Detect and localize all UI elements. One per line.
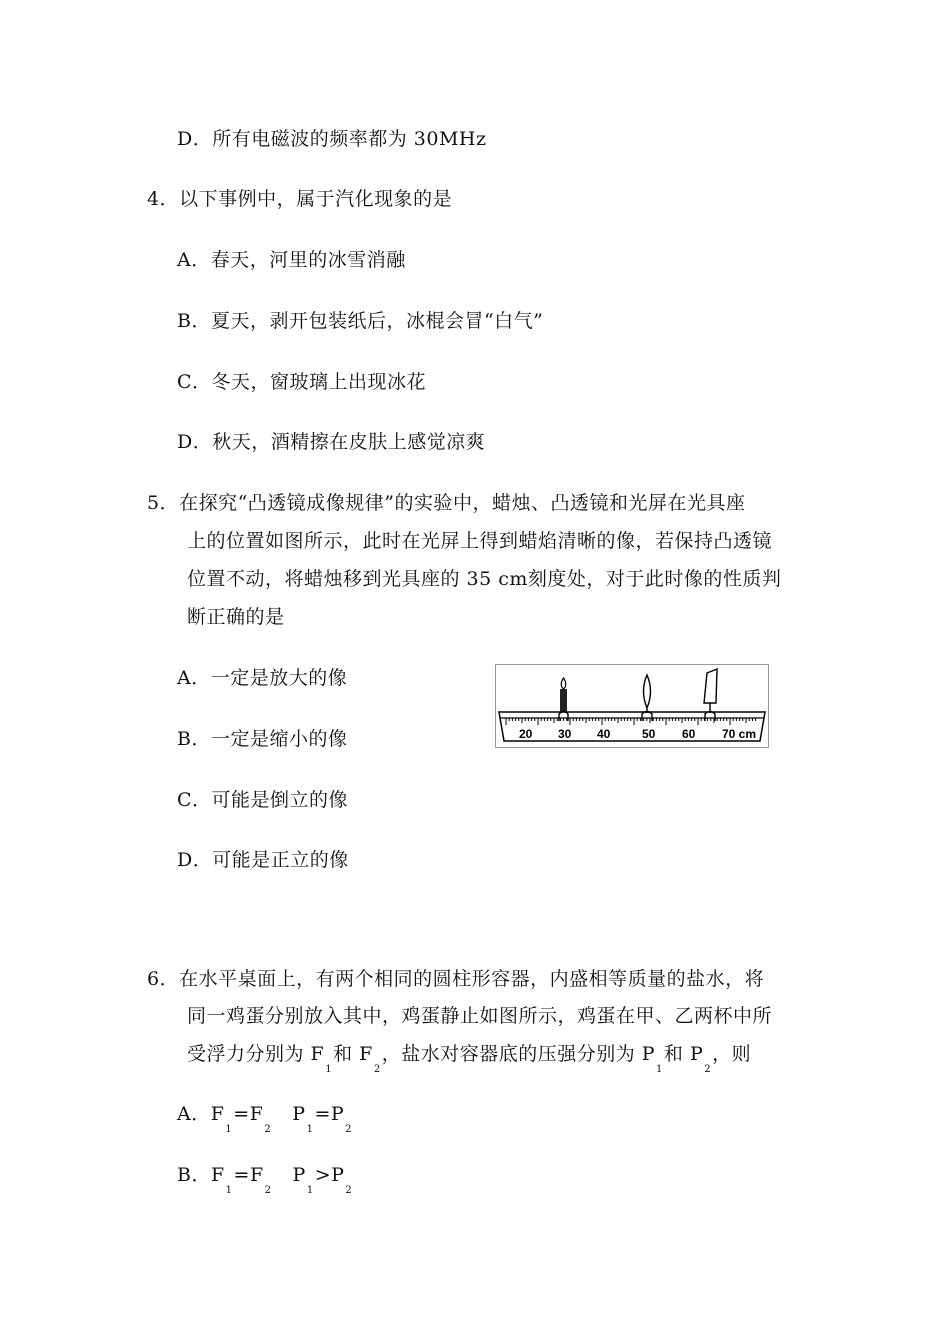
- optical-bench-figure: [495, 664, 769, 748]
- q5-option-d: D．可能是正立的像: [177, 849, 349, 871]
- screen-panel: [704, 669, 717, 703]
- q6-option-b-sub1: 1: [225, 1185, 233, 1196]
- q6-option-b-sub3: 1: [306, 1185, 314, 1196]
- q6-option-b-f2: =F: [233, 1164, 264, 1186]
- q6-option-a-sub3: 1: [306, 1124, 314, 1135]
- q5-stem-line-2: 上的位置如图所示，此时在光屏上得到蜡焰清晰的像，若保持凸透镜: [187, 530, 773, 552]
- scale-label-50: 50: [642, 727, 656, 741]
- q4-option-c: C．冬天，窗玻璃上出现冰花: [177, 371, 427, 393]
- q5-stem-line-3: 位置不动，将蜡烛移到光具座的 35 cm刻度处，对于此时像的性质判: [187, 568, 782, 590]
- scale-label-40: 40: [597, 727, 611, 741]
- q6-text-2: 和 F: [333, 1043, 373, 1065]
- q3-option-d: D．所有电磁波的频率都为 30MHz: [177, 128, 487, 150]
- q5-option-c: C．可能是倒立的像: [177, 789, 349, 811]
- q6-stem-line-3: [187, 1039, 752, 1075]
- q5-option-a: A．一定是放大的像: [177, 667, 348, 689]
- scale-label-20: 20: [519, 727, 533, 741]
- q4-option-d: D．秋天，酒精擦在皮肤上感觉凉爽: [177, 431, 486, 453]
- q6-option-b: [177, 1160, 353, 1196]
- q6-option-a-sub2: 2: [264, 1124, 272, 1135]
- q6-option-a-f2: =F: [233, 1103, 264, 1125]
- q6-text-4: 和 P: [663, 1043, 704, 1065]
- q4-option-b: B．夏天，剥开包装纸后，冰棍会冒“白气”: [177, 310, 544, 332]
- q6-option-a-f1: F: [210, 1103, 225, 1125]
- q6-text-1: 受浮力分别为 F: [187, 1043, 325, 1065]
- q6-option-b-p2: >P: [314, 1164, 345, 1186]
- scale-label-70cm: 70 cm: [722, 727, 757, 741]
- q4-option-a: A．春天，河里的冰雪消融: [177, 249, 406, 271]
- q6-sub-p1: 1: [656, 1064, 663, 1075]
- q6-option-b-sub2: 2: [264, 1185, 272, 1196]
- q6-stem-line-1: 6．在水平桌面上，有两个相同的圆柱形容器，内盛相等质量的盐水，将: [147, 968, 765, 990]
- scale-label-60: 60: [682, 727, 696, 741]
- q6-option-a-p2: =P: [314, 1103, 345, 1125]
- scale-label-30: 30: [558, 727, 572, 741]
- candle-flame-icon: [561, 678, 566, 689]
- q6-option-b-label: B．: [177, 1164, 211, 1186]
- optical-bench-diagram: [496, 665, 768, 747]
- q5-stem-line-4: 断正确的是: [187, 606, 285, 628]
- q6-option-a-sub4: 2: [345, 1124, 353, 1135]
- q6-option-a-p1: P: [292, 1103, 306, 1125]
- q6-option-a-label: A．: [177, 1103, 211, 1125]
- q6-option-b-f1: F: [210, 1164, 225, 1186]
- q6-text-3: ，盐水对容器底的压强分别为 P: [381, 1043, 656, 1065]
- q6-text-5: ，则: [712, 1043, 752, 1065]
- q6-sub-f1: 1: [325, 1064, 333, 1075]
- q6-option-a-sub1: 1: [225, 1124, 233, 1135]
- candle-body: [560, 689, 567, 712]
- q6-option-b-sub4: 2: [345, 1185, 353, 1196]
- q6-sub-f2: 2: [373, 1064, 381, 1075]
- q6-stem-line-2: 同一鸡蛋分别放入其中，鸡蛋静止如图所示，鸡蛋在甲、乙两杯中所: [187, 1005, 773, 1027]
- q5-stem-line-1: 5．在探究“凸透镜成像规律”的实验中，蜡烛、凸透镜和光屏在光具座: [147, 492, 746, 514]
- q4-stem: 4．以下事例中，属于汽化现象的是: [147, 188, 453, 210]
- q6-option-a: [177, 1099, 353, 1135]
- lens-shape: [644, 675, 651, 708]
- q6-option-b-p1: P: [292, 1164, 306, 1186]
- q6-sub-p2: 2: [704, 1064, 712, 1075]
- q5-option-b: B．一定是缩小的像: [177, 728, 348, 750]
